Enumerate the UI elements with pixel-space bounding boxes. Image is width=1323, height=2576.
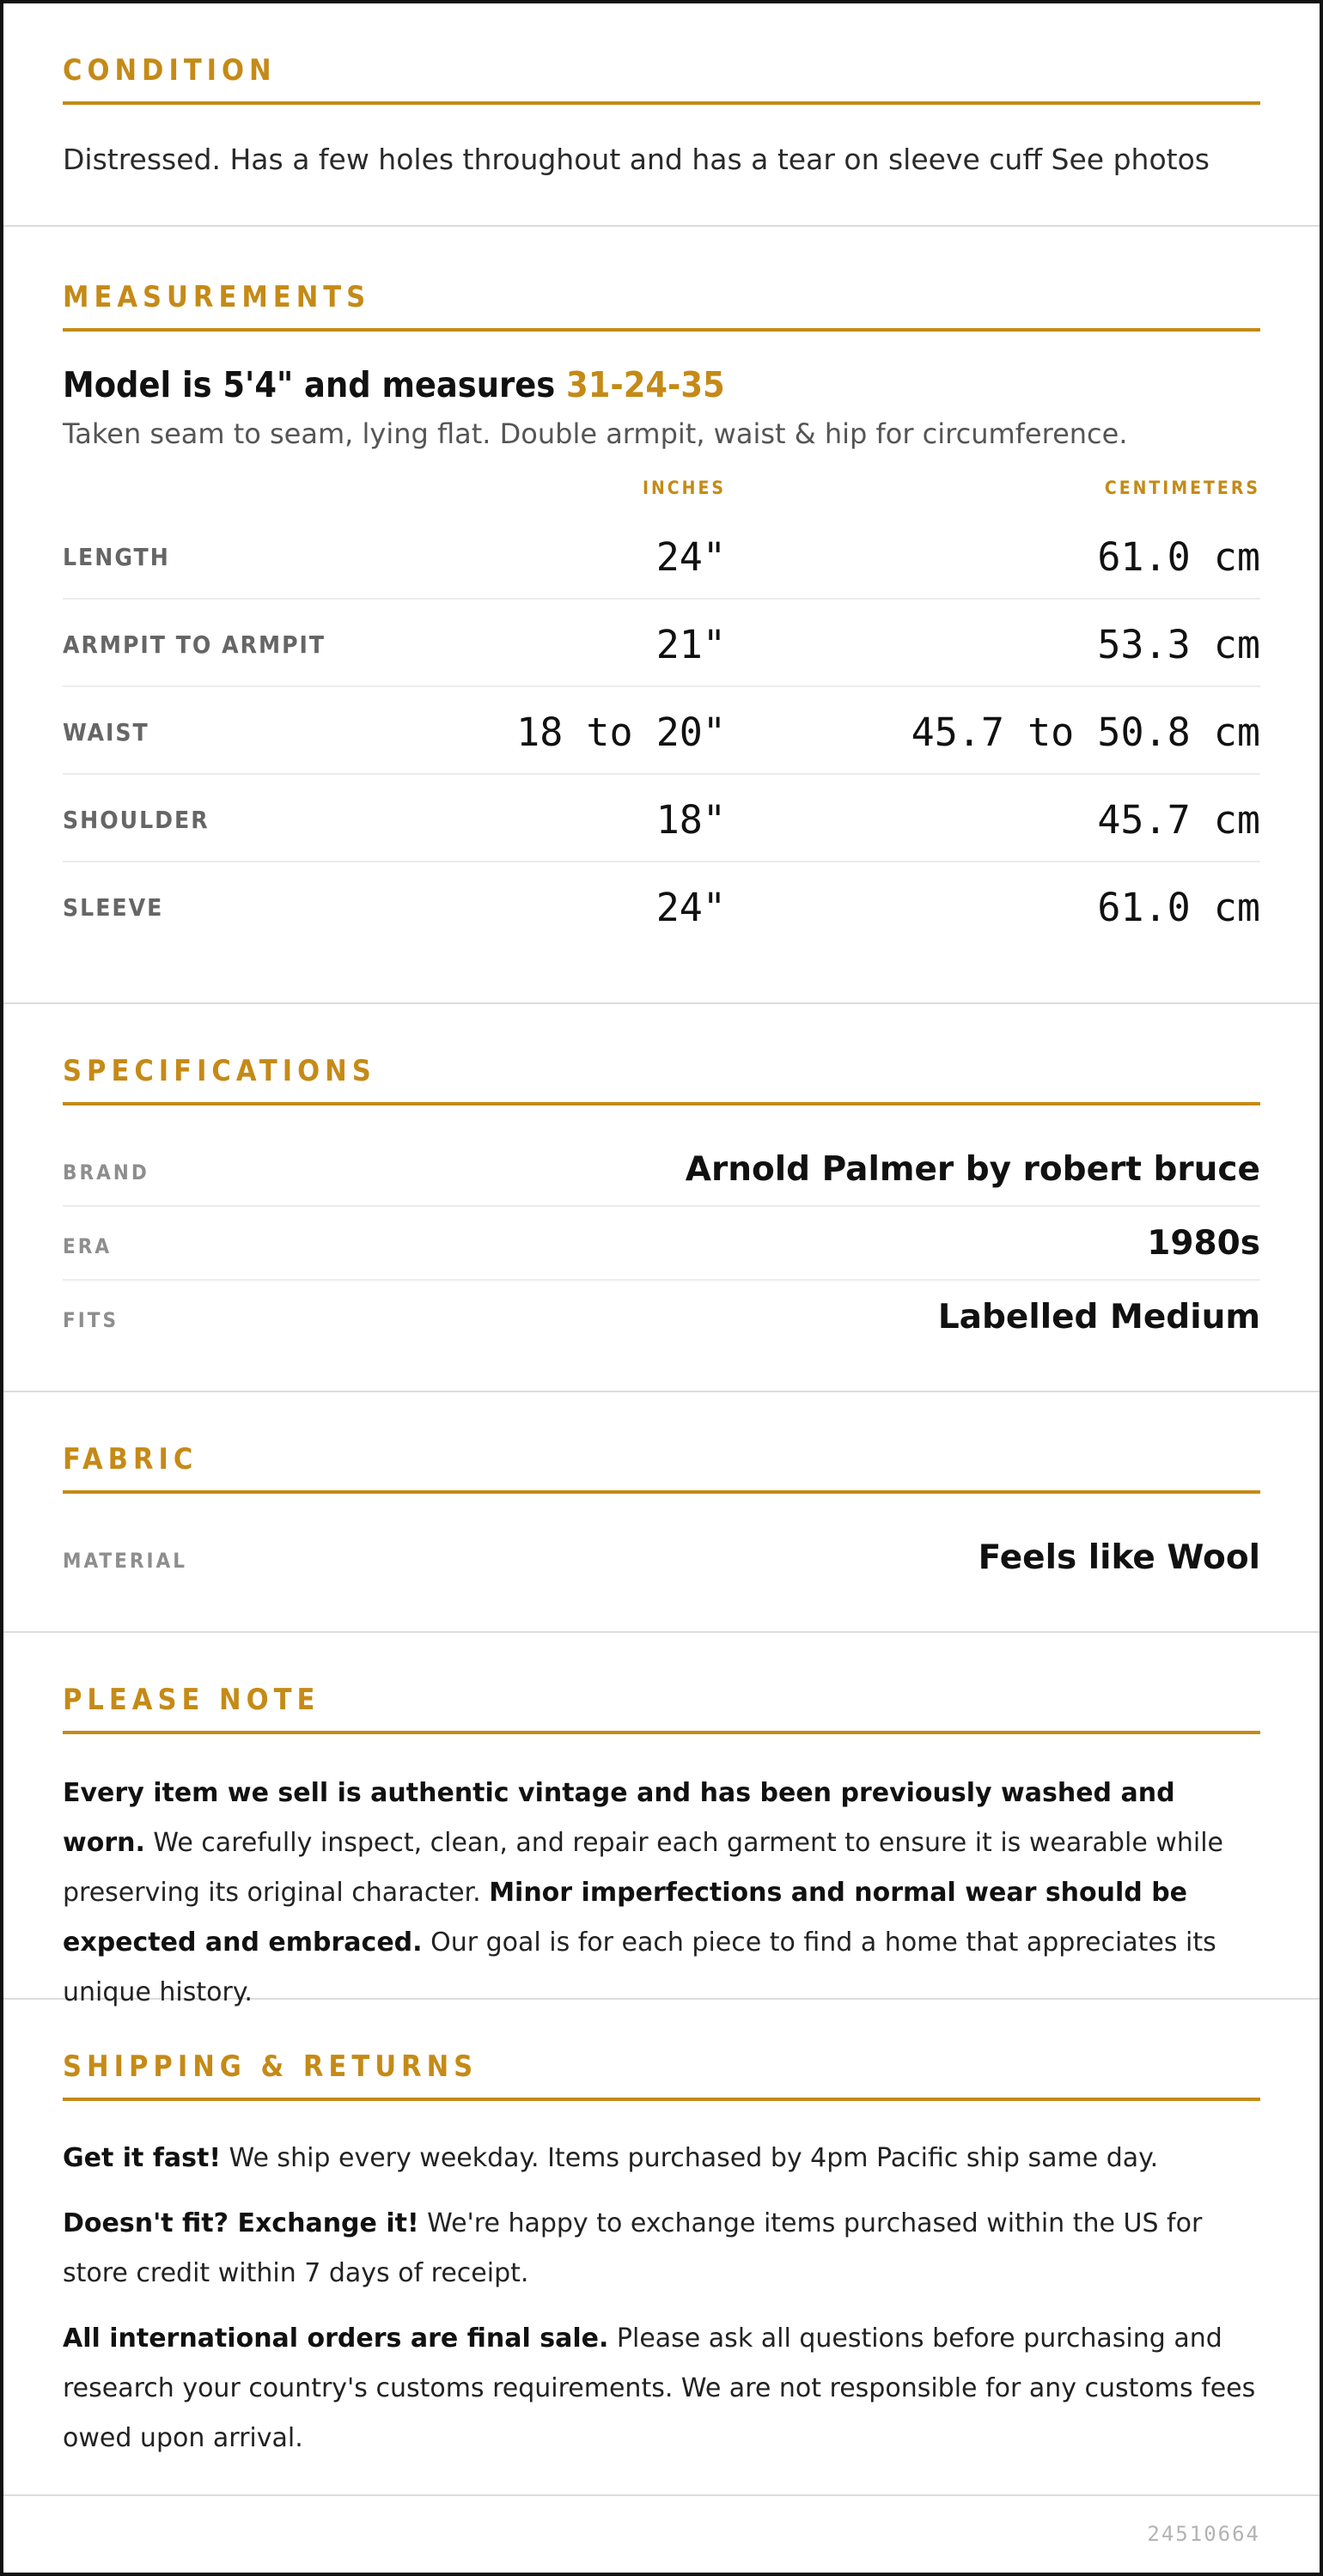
note-text-2: Our goal is for each piece to find a home that appreciates its unique history. bbox=[63, 1927, 1216, 2007]
measurements-heading: MEASUREMENTS bbox=[63, 280, 1260, 332]
measurement-inches: 24" bbox=[655, 885, 726, 930]
condition-text: Distressed. Has a few holes throughout and has a tear on sleeve cuff See photos bbox=[63, 143, 1210, 176]
note-text-1: We carefully inspect, clean, and repair each garment to ensure it is wearable while preserving its original character. bbox=[63, 1828, 1223, 1908]
shipping-text: We're happy to exchange items purchased within the US for store credit within 7 days of receipt. bbox=[63, 2208, 1203, 2288]
spec-row-era bbox=[63, 1207, 1260, 1281]
shipping-text: We ship every weekday. Items purchased by 4pm Pacific ship same day. bbox=[221, 2143, 1159, 2173]
shipping-bold: All international orders are final sale. bbox=[63, 2323, 609, 2354]
measurement-column-headers bbox=[63, 478, 1260, 512]
model-measures-line bbox=[63, 364, 1260, 405]
spec-label: MATERIAL bbox=[63, 1549, 187, 1573]
measurement-inches: 18 to 20" bbox=[516, 709, 726, 755]
footer bbox=[3, 2496, 1320, 2573]
measurement-label: SLEEVE bbox=[63, 893, 164, 922]
fabric-heading: FABRIC bbox=[63, 1442, 1260, 1494]
measurement-label: SHOULDER bbox=[63, 806, 210, 834]
shipping-paragraph-exchange bbox=[63, 2199, 1260, 2299]
condition-heading: CONDITION bbox=[63, 53, 1260, 105]
spec-row-brand bbox=[63, 1133, 1260, 1207]
measurement-row-length bbox=[63, 512, 1260, 600]
shipping-returns-section bbox=[3, 2000, 1320, 2496]
measurement-note: Taken seam to seam, lying flat. Double armpit, waist & hip for circumference. bbox=[63, 417, 1128, 450]
please-note-text bbox=[63, 1769, 1260, 2018]
spec-row-fits bbox=[63, 1281, 1260, 1355]
measurements-section bbox=[3, 227, 1320, 1004]
fabric-section bbox=[3, 1392, 1320, 1633]
centimeters-column-header: CENTIMETERS bbox=[1104, 478, 1260, 498]
shipping-text: Please ask all questions before purchasing and research your country's customs requirements. We are not responsible for any customs fees owed upon arrival. bbox=[63, 2323, 1256, 2453]
measurement-inches: 21" bbox=[655, 622, 726, 667]
model-measures-value: 31-24-35 bbox=[566, 364, 725, 405]
product-code: 24510664 bbox=[1147, 2522, 1260, 2546]
spec-label: ERA bbox=[63, 1234, 113, 1258]
spec-label: BRAND bbox=[63, 1160, 149, 1184]
measurement-cm: 53.3 cm bbox=[1097, 622, 1260, 667]
measurement-cm: 61.0 cm bbox=[1097, 534, 1260, 580]
specifications-heading: SPECIFICATIONS bbox=[63, 1054, 1260, 1105]
shipping-paragraph-fast bbox=[63, 2134, 1260, 2183]
note-bold-2: Minor imperfections and normal wear should be expected and embraced. bbox=[63, 1878, 1188, 1958]
measurement-label: LENGTH bbox=[63, 543, 170, 571]
measurement-inches: 18" bbox=[655, 797, 726, 843]
measurement-cm: 45.7 to 50.8 cm bbox=[911, 709, 1260, 755]
model-prefix: Model is 5'4" and measures bbox=[63, 364, 567, 405]
measurement-cm: 61.0 cm bbox=[1097, 885, 1260, 930]
measurement-row-shoulder bbox=[63, 775, 1260, 862]
spec-value: 1980s bbox=[1147, 1224, 1260, 1263]
note-bold-1: Every item we sell is authentic vintage and has been previously washed and worn. bbox=[63, 1778, 1175, 1858]
measurement-row-armpit bbox=[63, 600, 1260, 687]
please-note-heading: PLEASE NOTE bbox=[63, 1683, 1260, 1734]
spec-value: Feels like Wool bbox=[978, 1538, 1260, 1577]
shipping-bold: Doesn't fit? Exchange it! bbox=[63, 2208, 419, 2238]
measurement-row-waist bbox=[63, 687, 1260, 775]
spec-row-material bbox=[63, 1521, 1260, 1595]
shipping-heading: SHIPPING & RETURNS bbox=[63, 2049, 1260, 2101]
measurement-label: ARMPIT TO ARMPIT bbox=[63, 630, 326, 659]
measurement-cm: 45.7 cm bbox=[1097, 797, 1260, 843]
please-note-section bbox=[3, 1633, 1320, 2007]
measurement-row-sleeve bbox=[63, 862, 1260, 950]
measurement-inches: 24" bbox=[655, 534, 726, 580]
measurement-label: WAIST bbox=[63, 718, 149, 746]
inches-column-header: INCHES bbox=[642, 478, 726, 498]
spec-value: Labelled Medium bbox=[937, 1298, 1260, 1337]
shipping-paragraph-international bbox=[63, 2314, 1260, 2463]
spec-value: Arnold Palmer by robert bruce bbox=[685, 1150, 1260, 1189]
specifications-section bbox=[3, 1004, 1320, 1392]
spec-label: FITS bbox=[63, 1308, 119, 1332]
condition-section bbox=[3, 3, 1320, 227]
shipping-bold: Get it fast! bbox=[63, 2143, 221, 2173]
